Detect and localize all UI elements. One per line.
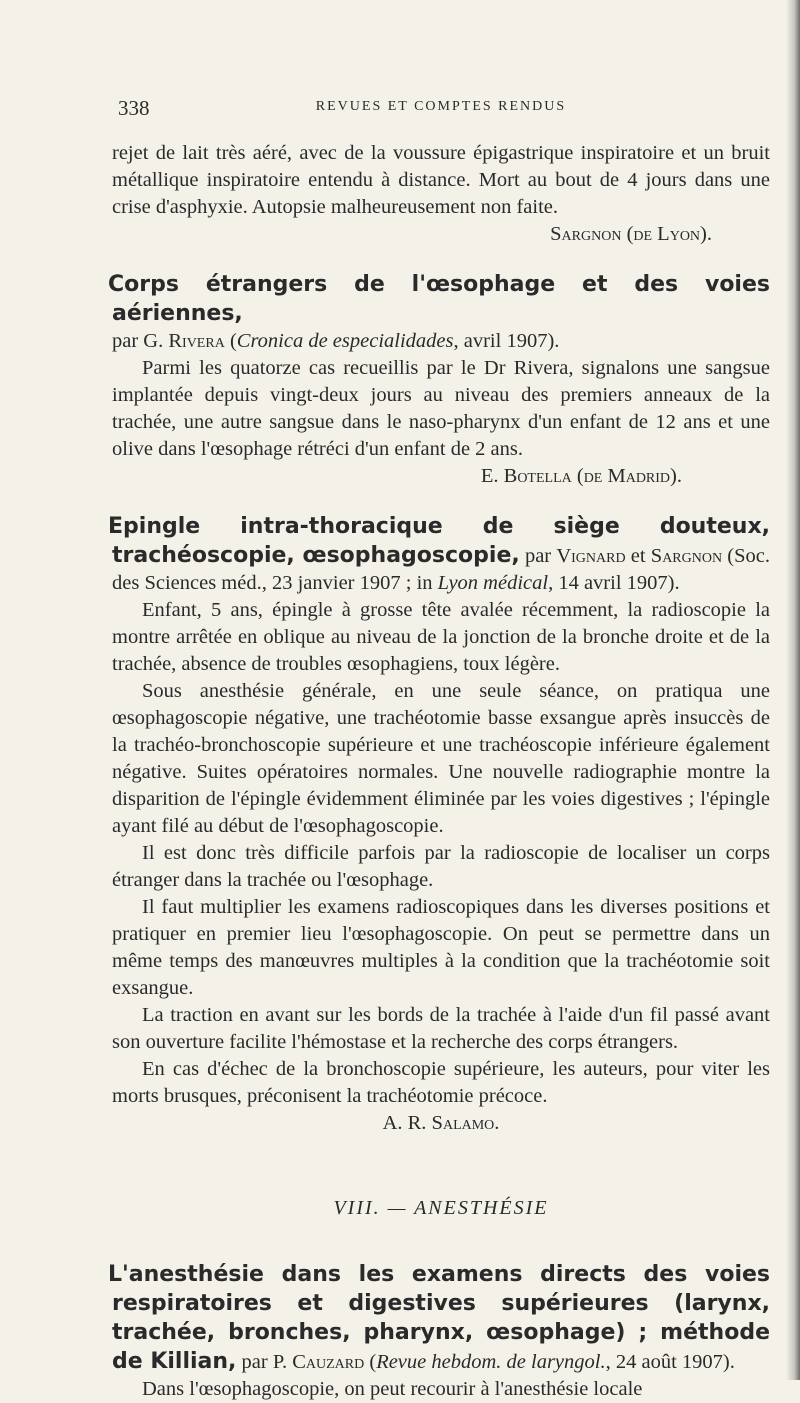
article3-journal: Revue hebdom. de laryngol. [376, 1351, 606, 1373]
article2-journal: Lyon médical [437, 572, 549, 594]
article2-paragraph: Il faut multiplier les examens radioscopiques dans les diverses positions et pratiquer en premier lieu l'œsophagoscopie. On peut se permettre dans un même temps des manœuvres multiples à la condition que la trachéotomie soit exsangue. [112, 896, 770, 999]
article2-signature-text: A. R. Salamo. [382, 1112, 500, 1134]
article1-body: Parmi les quatorze cas recueillis par le Dr Rivera, signalons une sangsue implantée depuis vingt-deux jours au niveau des premiers anneaux de la trachée, une autre sangsue dans le naso-pharynx d'un enfant de 12 ans et une olive dans l'œsophage rétréci d'un enfant de 2 ans. [112, 357, 770, 460]
article2-heading [108, 512, 771, 597]
article2-paragraph: En cas d'échec de la bronchoscopie supérieure, les auteurs, pour viter les morts brusques, préconisent la trachéotomie précoce. [112, 1058, 770, 1107]
article2-paragraph: Sous anesthésie générale, en une seule séance, on pratiqua une œsophagoscopie négative, une trachéotomie basse exsangue après insuccès de la trachéo-bronchoscopie supérieure et une trachéoscopie inférieure également négative. Suites opératoires normales. Une nouvelle radiographie montre la disparition de l'épingle évidemment éliminée par les voies digestives ; l'épingle ayant filé au début de l'œsophagoscopie. [112, 680, 770, 837]
article2-and: et [625, 545, 651, 567]
article2-author2: Sargnon [650, 545, 723, 567]
article1-signature-text: E. Botella (de Madrid). [480, 465, 682, 487]
running-title: REVUES ET COMPTES RENDUS [315, 99, 567, 114]
page-number: 338 [118, 96, 150, 120]
article0-text: rejet de lait très aéré, avec de la voussure épigastrique inspiratoire et un bruit métallique inspiratoire entendu à distance. Mort au bout de 4 jours dans une crise d'asphyxie. Autopsie malheureusement non faite. [112, 142, 770, 218]
article1-heading [108, 270, 770, 355]
article2-paragraph: La traction en avant sur les bords de la trachée à l'aide d'un fil passé avant son ouverture facilite l'hémostase et la recherche des corps étrangers. [112, 1004, 770, 1053]
section-title: VIII. — ANESTHÉSIE [333, 1197, 549, 1219]
article2-title: Epingle intra-thoracique de siège douteux, trachéoscopie, œsophagoscopie, [108, 514, 770, 568]
article1-author: Rivera [168, 330, 225, 352]
article1-citation-prefix: par G. [112, 330, 169, 352]
article3-heading [108, 1260, 770, 1376]
page-edge-shadow [786, 0, 800, 1380]
article2-paragraph: Il est donc très difficile parfois par la radioscopie de localiser un corps étranger dans la trachée ou l'œsophage. [112, 842, 770, 891]
journal-page [108, 96, 771, 1403]
article3-author: Cauzard [292, 1351, 365, 1373]
article1-title: Corps étrangers de l'œsophage et des voies aériennes, [108, 272, 770, 326]
article3-citation-suffix: , 24 août 1907). [605, 1351, 735, 1373]
article3-body: Dans l'œsophagoscopie, on peut recourir à l'anesthésie locale [142, 1378, 643, 1400]
article3-citation-prefix: par P. [236, 1351, 293, 1373]
article2-citation-suffix: , 14 avril 1907). [548, 572, 680, 594]
article1-journal: Cronica de especialidades [236, 330, 454, 352]
article3-title: L'anesthésie dans les examens directs des voies respiratoires et digestives supérieures (larynx, trachée, bronches, pharynx, œsophage) ; méthode de Killian, [108, 1262, 770, 1374]
article2-citation-prefix: par [519, 545, 557, 567]
article2-author1: Vignard [556, 545, 626, 567]
article2-paragraph: Enfant, 5 ans, épingle à grosse tête avalée récemment, la radioscopie la montre arrêtée en oblique au niveau de la jonction de la bronche droite et de la trachée, absence de troubles œsophagiens, toux légère. [112, 599, 770, 675]
article3-citation-open: ( [364, 1351, 377, 1373]
article1-citation-suffix: , avril 1907). [453, 330, 560, 352]
article1-signature [112, 463, 770, 490]
article0-signature-text: Sargnon (de Lyon). [550, 223, 712, 245]
article2-citation-mid: (Soc. des Sciences méd., 23 janvier 1907 ; in [112, 545, 771, 594]
article1-citation-open: ( [224, 330, 237, 352]
running-head [112, 96, 770, 130]
article0-signature [112, 221, 770, 248]
article2-signature [112, 1110, 770, 1137]
